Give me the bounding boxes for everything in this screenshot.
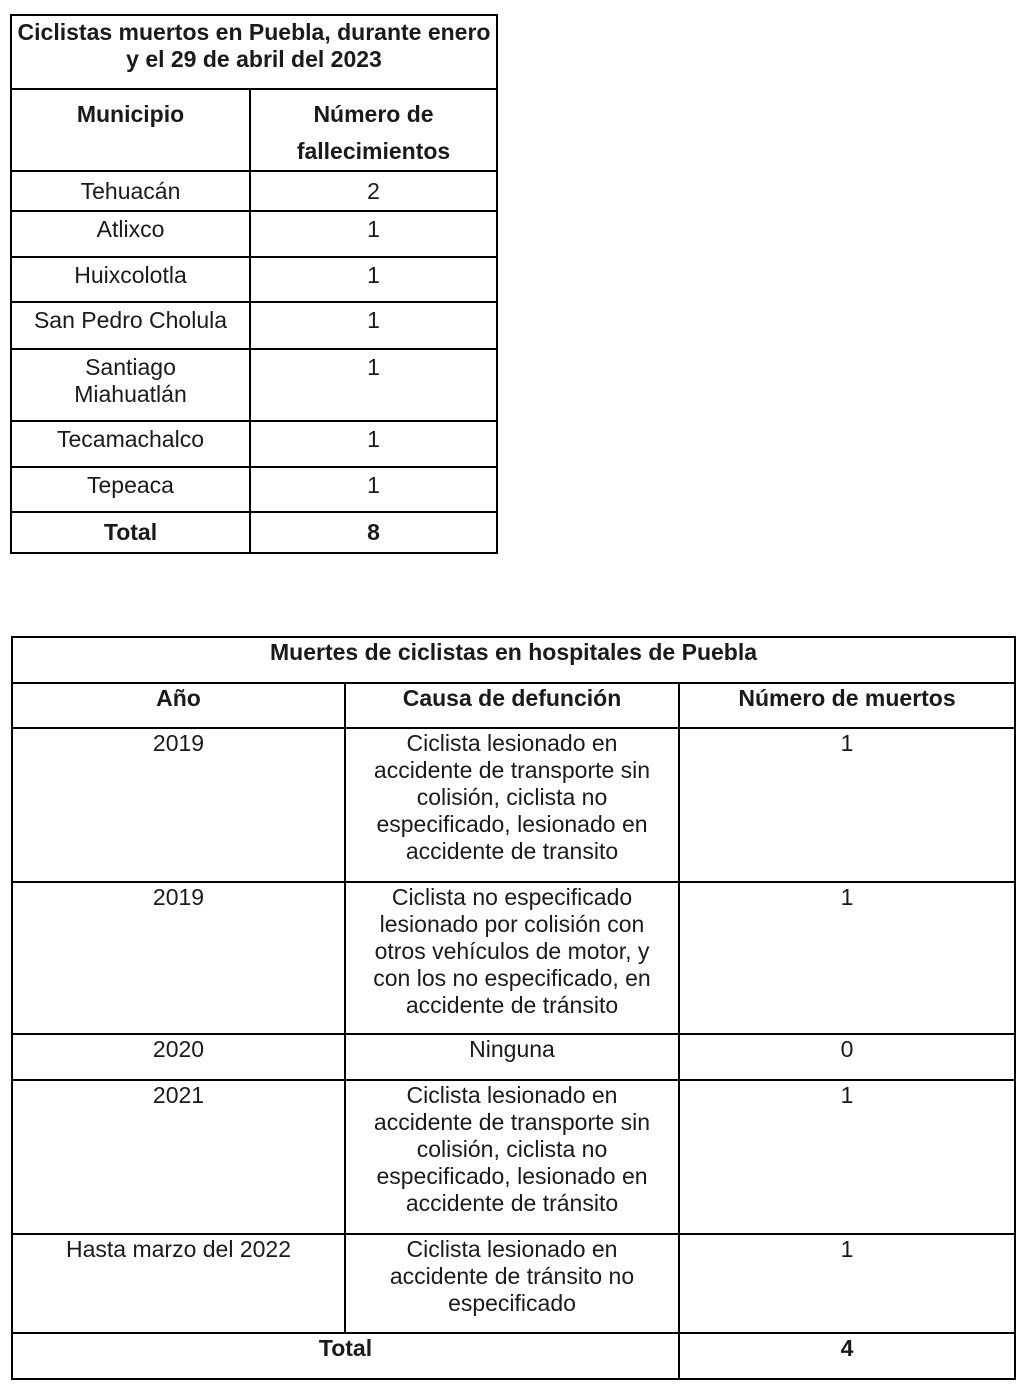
cell-anio: 2021 bbox=[12, 1080, 345, 1234]
table-row bbox=[11, 467, 497, 512]
cell-fallecimientos: 1 bbox=[250, 421, 497, 467]
header-anio: Año bbox=[12, 683, 345, 728]
cell-causa: Ciclista lesionado en accidente de tránsito no especificado bbox=[345, 1234, 679, 1333]
table-ciclistas-muertos-2023 bbox=[10, 14, 498, 554]
cell-municipio: Tehuacán bbox=[11, 171, 250, 211]
header-causa: Causa de defunción bbox=[345, 683, 679, 728]
cell-fallecimientos: 1 bbox=[250, 257, 497, 302]
cell-municipio: Huixcolotla bbox=[11, 257, 250, 302]
cell-causa: Ninguna bbox=[345, 1034, 679, 1080]
table-row bbox=[12, 728, 1015, 882]
cell-muertos: 1 bbox=[679, 882, 1015, 1034]
table-title-row bbox=[11, 15, 497, 89]
table-muertes-hospitales bbox=[11, 636, 1016, 1380]
cell-muertos: 1 bbox=[679, 1080, 1015, 1234]
table-row bbox=[11, 421, 497, 467]
cell-municipio: San Pedro Cholula bbox=[11, 302, 250, 349]
total-value: 8 bbox=[250, 512, 497, 553]
cell-fallecimientos: 1 bbox=[250, 349, 497, 421]
table-row bbox=[12, 882, 1015, 1034]
table-total-row bbox=[11, 512, 497, 553]
cell-municipio: Santiago Miahuatlán bbox=[11, 349, 250, 421]
header-municipio: Municipio bbox=[11, 89, 250, 171]
header-muertos: Número de muertos bbox=[679, 683, 1015, 728]
total-label: Total bbox=[12, 1333, 679, 1379]
cell-muertos: 1 bbox=[679, 728, 1015, 882]
cell-anio: Hasta marzo del 2022 bbox=[12, 1234, 345, 1333]
table-title: Ciclistas muertos en Puebla, durante enero y el 29 de abril del 2023 bbox=[11, 15, 497, 89]
header-fallecimientos: Número de fallecimientos bbox=[250, 89, 497, 171]
cell-anio: 2020 bbox=[12, 1034, 345, 1080]
cell-fallecimientos: 1 bbox=[250, 211, 497, 257]
table-row bbox=[11, 349, 497, 421]
table-row bbox=[12, 1034, 1015, 1080]
table-total-row bbox=[12, 1333, 1015, 1379]
cell-causa: Ciclista no especificado lesionado por colisión con otros vehículos de motor, y con los no especificado, en accidente de tránsito bbox=[345, 882, 679, 1034]
cell-municipio: Tecamachalco bbox=[11, 421, 250, 467]
total-value: 4 bbox=[679, 1333, 1015, 1379]
table-title: Muertes de ciclistas en hospitales de Puebla bbox=[12, 637, 1015, 683]
cell-fallecimientos: 1 bbox=[250, 302, 497, 349]
table-row bbox=[11, 257, 497, 302]
cell-municipio: Tepeaca bbox=[11, 467, 250, 512]
cell-muertos: 1 bbox=[679, 1234, 1015, 1333]
table-title-row bbox=[12, 637, 1015, 683]
cell-anio: 2019 bbox=[12, 882, 345, 1034]
table-row bbox=[11, 171, 497, 211]
cell-causa: Ciclista lesionado en accidente de transporte sin colisión, ciclista no especificado, lesionado en accidente de tránsito bbox=[345, 1080, 679, 1234]
cell-causa: Ciclista lesionado en accidente de transporte sin colisión, ciclista no especificado, lesionado en accidente de transito bbox=[345, 728, 679, 882]
cell-fallecimientos: 1 bbox=[250, 467, 497, 512]
table-header-row bbox=[11, 89, 497, 171]
table-row bbox=[12, 1234, 1015, 1333]
table-header-row bbox=[12, 683, 1015, 728]
total-label: Total bbox=[11, 512, 250, 553]
cell-muertos: 0 bbox=[679, 1034, 1015, 1080]
table-row bbox=[11, 211, 497, 257]
cell-anio: 2019 bbox=[12, 728, 345, 882]
cell-municipio: Atlixco bbox=[11, 211, 250, 257]
cell-fallecimientos: 2 bbox=[250, 171, 497, 211]
table-row bbox=[11, 302, 497, 349]
table-row bbox=[12, 1080, 1015, 1234]
